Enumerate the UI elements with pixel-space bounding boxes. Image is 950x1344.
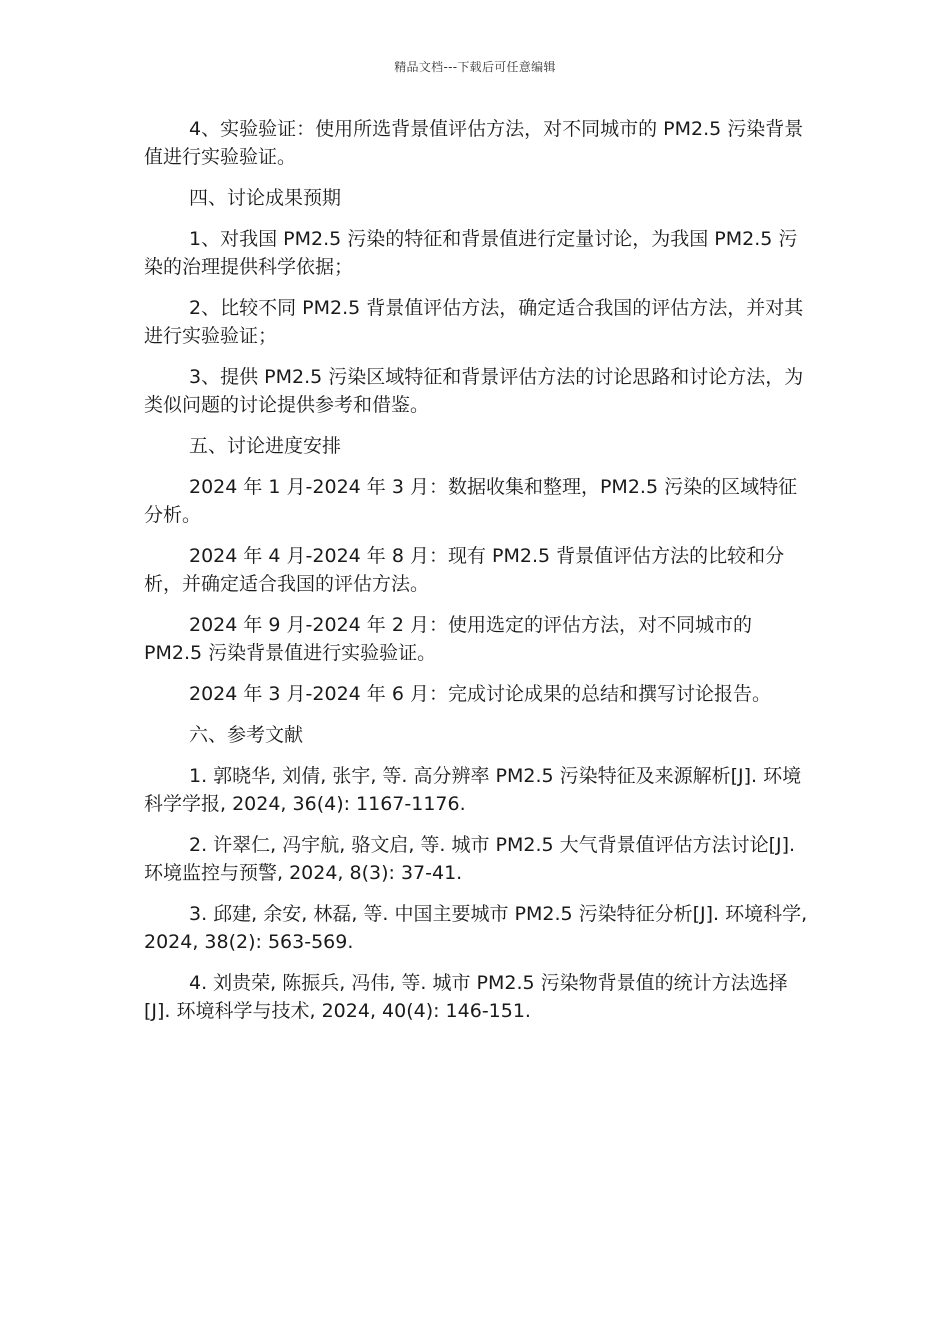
section-heading-schedule: 五、讨论进度安排 — [189, 435, 342, 457]
schedule-item: 2024 年 1 月-2024 年 3 月：数据收集和整理，PM2.5 污染的区域特征分析。 — [144, 476, 798, 526]
reference-item: 3. 邱建, 余安, 林磊, 等. 中国主要城市 PM2.5 污染特征分析[J]. 环境科学, 2024, 38(2): 563-569. — [144, 903, 808, 953]
expected-result-item: 1、对我国 PM2.5 污染的特征和背景值进行定量讨论，为我国 PM2.5 污染的治理提供科学依据； — [144, 228, 798, 278]
expected-result-item: 3、提供 PM2.5 污染区域特征和背景评估方法的讨论思路和讨论方法，为类似问题的讨论提供参考和借鉴。 — [144, 366, 804, 416]
page-header: 精品文档---下载后可任意编辑 — [394, 60, 556, 74]
expected-result-item: 2、比较不同 PM2.5 背景值评估方法，确定适合我国的评估方法，并对其进行实验验证； — [144, 297, 804, 347]
schedule-item: 2024 年 3 月-2024 年 6 月：完成讨论成果的总结和撰写讨论报告。 — [189, 683, 771, 705]
reference-item: 1. 郭晓华, 刘倩, 张宇, 等. 高分辨率 PM2.5 污染特征及来源解析[J]. 环境科学学报, 2024, 36(4): 1167-1176. — [144, 765, 802, 815]
reference-item: 2. 许翠仁, 冯宇航, 骆文启, 等. 城市 PM2.5 大气背景值评估方法讨论[J]. 环境监控与预警, 2024, 8(3): 37-41. — [144, 834, 796, 884]
schedule-item: 2024 年 9 月-2024 年 2 月：使用选定的评估方法，对不同城市的 PM2.5 污染背景值进行实验验证。 — [144, 614, 752, 664]
schedule-item: 2024 年 4 月-2024 年 8 月：现有 PM2.5 背景值评估方法的比较和分析，并确定适合我国的评估方法。 — [144, 545, 785, 595]
method-step-4: 4、实验验证：使用所选背景值评估方法，对不同城市的 PM2.5 污染背景值进行实验验证。 — [144, 118, 804, 168]
reference-item: 4. 刘贵荣, 陈振兵, 冯伟, 等. 城市 PM2.5 污染物背景值的统计方法选择[J]. 环境科学与技术, 2024, 40(4): 146-151. — [144, 972, 788, 1022]
document-body — [144, 115, 810, 1038]
section-heading-references: 六、参考文献 — [189, 724, 304, 746]
section-heading-expected-results: 四、讨论成果预期 — [189, 187, 342, 209]
